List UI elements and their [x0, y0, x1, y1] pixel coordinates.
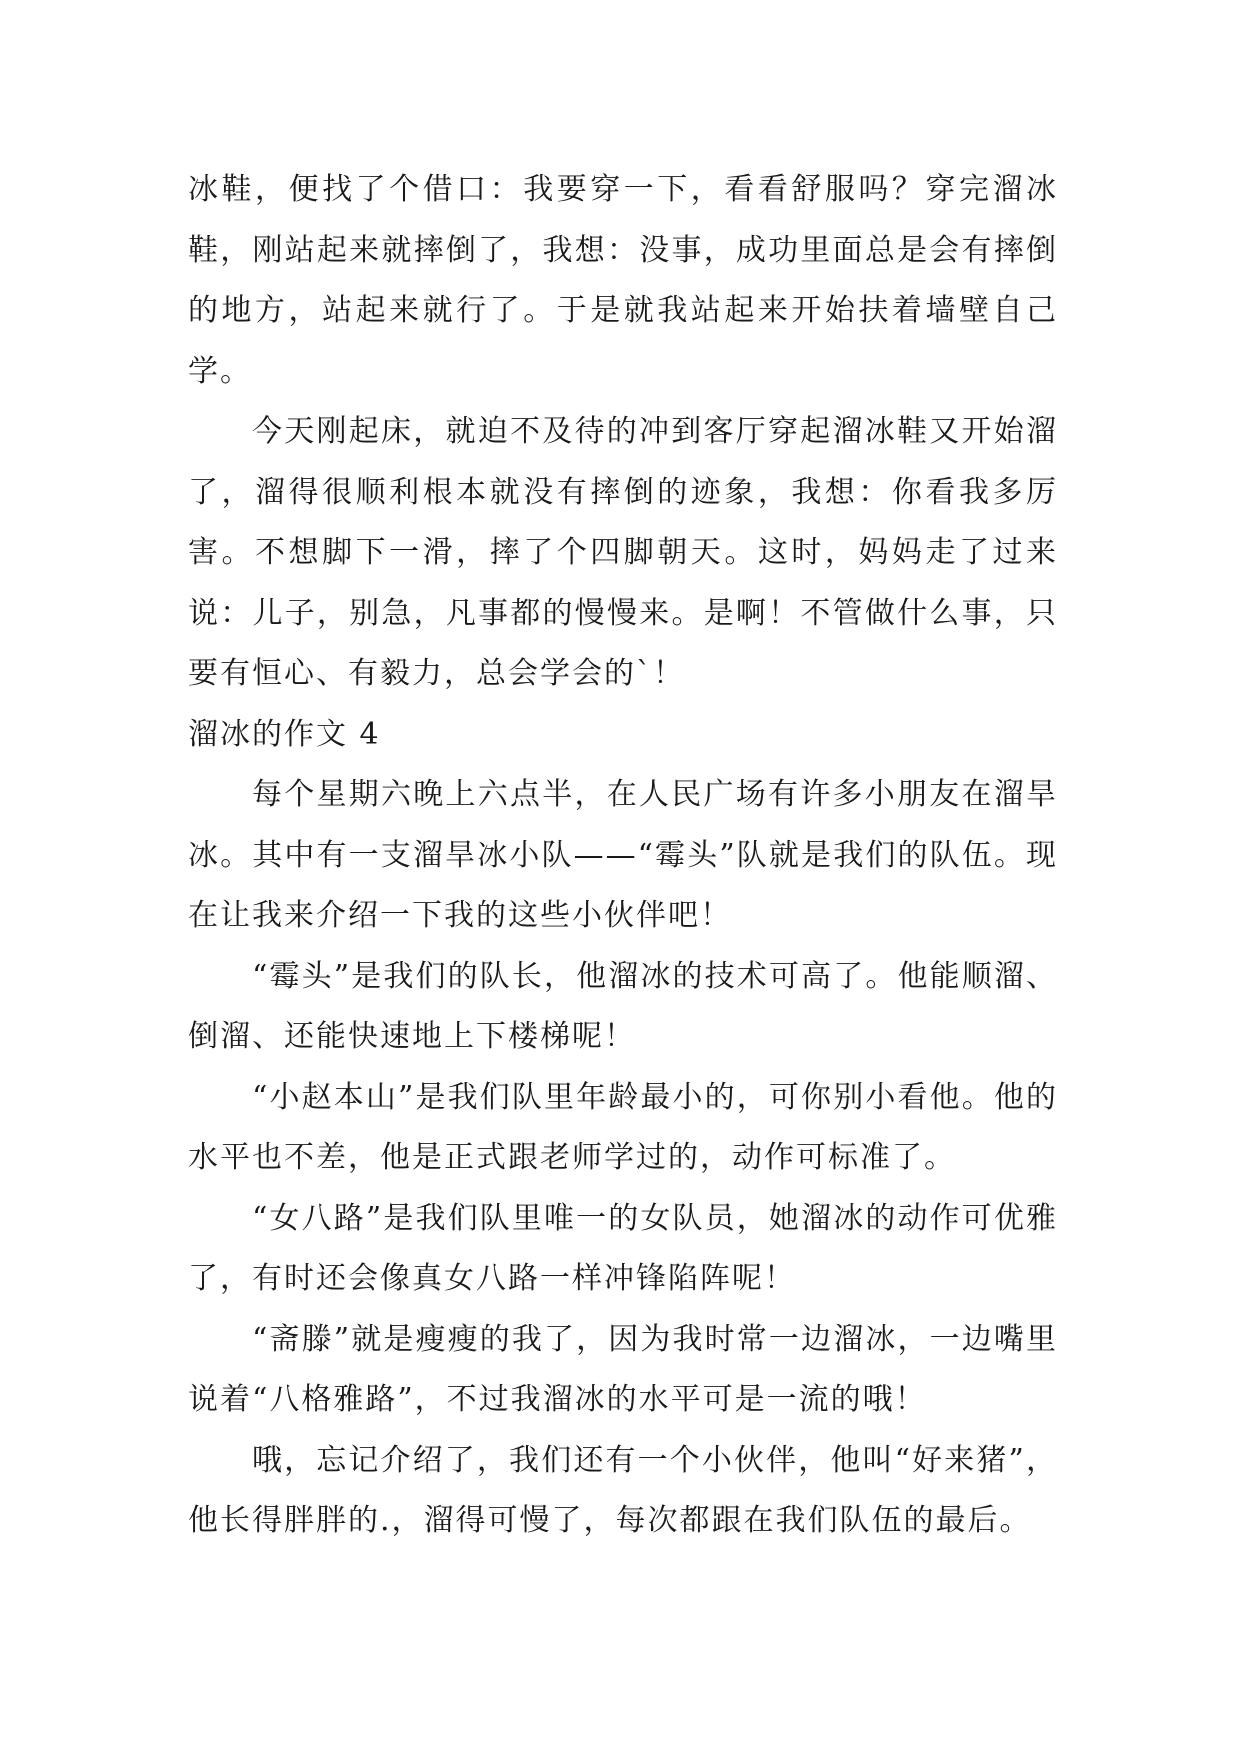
paragraph-youngest: “小赵本山”是我们队里年龄最小的，可你别小看他。他的水平也不差，他是正式跟老师学过的，动作可标准了。: [188, 1079, 1058, 1175]
paragraph-skating-morning: 今天刚起床，就迫不及待的冲到客厅穿起溜冰鞋又开始溜了，溜得很顺利根本就没有摔倒的迹象，我想：你看我多厉害。不想脚下一滑，摔了个四脚朝天。这时，妈妈走了过来说：儿子，别急，凡事都的慢慢来。是啊！不管做什么事，只要有恒心、有毅力，总会学会的`！: [188, 414, 1058, 691]
paragraph-captain: “霉头”是我们的队长，他溜冰的技术可高了。他能顺溜、倒溜、还能快速地上下楼梯呢！: [188, 958, 1058, 1054]
paragraph-narrator: “斋滕”就是瘦瘦的我了，因为我时常一边溜冰，一边嘴里说着“八格雅路”，不过我溜冰的水平可是一流的哦！: [188, 1321, 1058, 1417]
paragraph-team-intro: 每个星期六晚上六点半，在人民广场有许多小朋友在溜旱冰。其中有一支溜旱冰小队——“霉头”队就是我们的队伍。现在让我来介绍一下我的这些小伙伴吧！: [188, 777, 1058, 933]
essay-heading: 溜冰的作文 4: [188, 716, 381, 752]
paragraph-girl-member: “女八路”是我们队里唯一的女队员，她溜冰的动作可优雅了，有时还会像真女八路一样冲锋陷阵呢！: [188, 1200, 1058, 1296]
paragraph-continued: 冰鞋，便找了个借口：我要穿一下，看看舒服吗？穿完溜冰鞋，刚站起来就摔倒了，我想：没事，成功里面总是会有摔倒的地方，站起来就行了。于是就我站起来开始扶着墙壁自己学。: [188, 172, 1058, 389]
document-body: [188, 160, 1058, 1552]
paragraph-last-member: 哦，忘记介绍了，我们还有一个小伙伴，他叫“好来猪”，他长得胖胖的.，溜得可慢了，每次都跟在我们队伍的最后。: [188, 1442, 1058, 1538]
